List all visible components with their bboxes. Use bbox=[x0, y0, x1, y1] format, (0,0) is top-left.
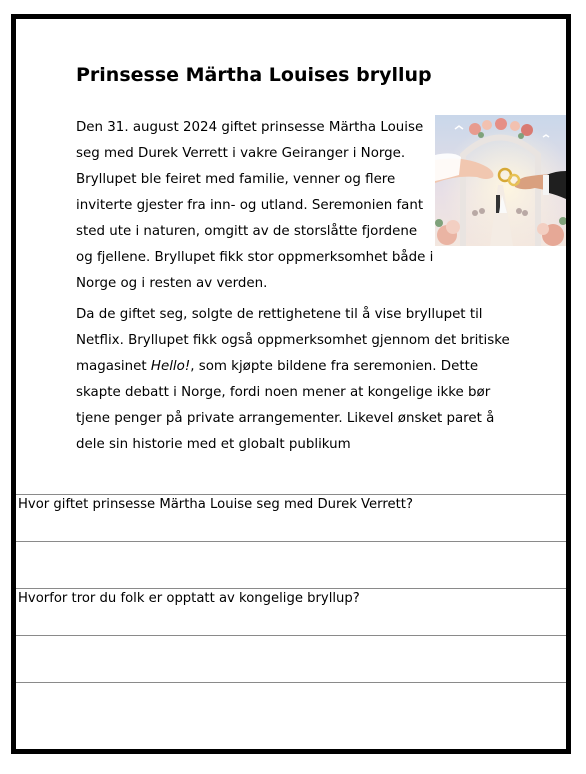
wedding-illustration bbox=[435, 115, 566, 246]
question-2: Hvorfor tror du folk er opptatt av kongelige bryllup? bbox=[18, 591, 360, 606]
paragraph-2 bbox=[76, 302, 512, 458]
magazine-name: Hello! bbox=[150, 359, 191, 374]
paragraph-1: Den 31. august 2024 giftet prinsesse Märtha Louise seg med Durek Verrett i vakre Geiranger i Norge. Bryllupet ble feiret med familie, venner og flere inviterte gjester fra inn- og utland. Seremonien fant sted ute i naturen, omgitt av de storslåtte fjordene og fjellene. Bryllupet fikk stor oppmerksomhet både i Norge og i resten av verden. bbox=[76, 120, 434, 291]
question-section bbox=[16, 494, 566, 729]
question-row bbox=[16, 588, 566, 635]
answer-line-3[interactable] bbox=[16, 682, 566, 729]
paragraph-2-part-2: , som kjøpte bildene fra seremonien. Dette skapte debatt i Norge, fordi noen mener at kongelige ikke bør tjene penger på private arrangementer. Likevel ønsket paret å dele sin historie med et globalt publikum bbox=[76, 359, 495, 452]
worksheet-page bbox=[11, 14, 571, 754]
paragraph-2-part-1: Da de giftet seg, solgte de rettighetene til å vise bryllupet til Netflix. Bryllupet fikk også oppmerksomhet gjennom det britiske magasinet bbox=[76, 307, 510, 374]
worksheet-title: Prinsesse Märtha Louises bryllup bbox=[76, 64, 432, 86]
question-1: Hvor giftet prinsesse Märtha Louise seg med Durek Verrett? bbox=[18, 497, 413, 512]
answer-line-2[interactable] bbox=[16, 635, 566, 682]
question-row bbox=[16, 494, 566, 541]
wedding-rings-icon bbox=[435, 115, 566, 246]
answer-line-1[interactable] bbox=[16, 541, 566, 588]
